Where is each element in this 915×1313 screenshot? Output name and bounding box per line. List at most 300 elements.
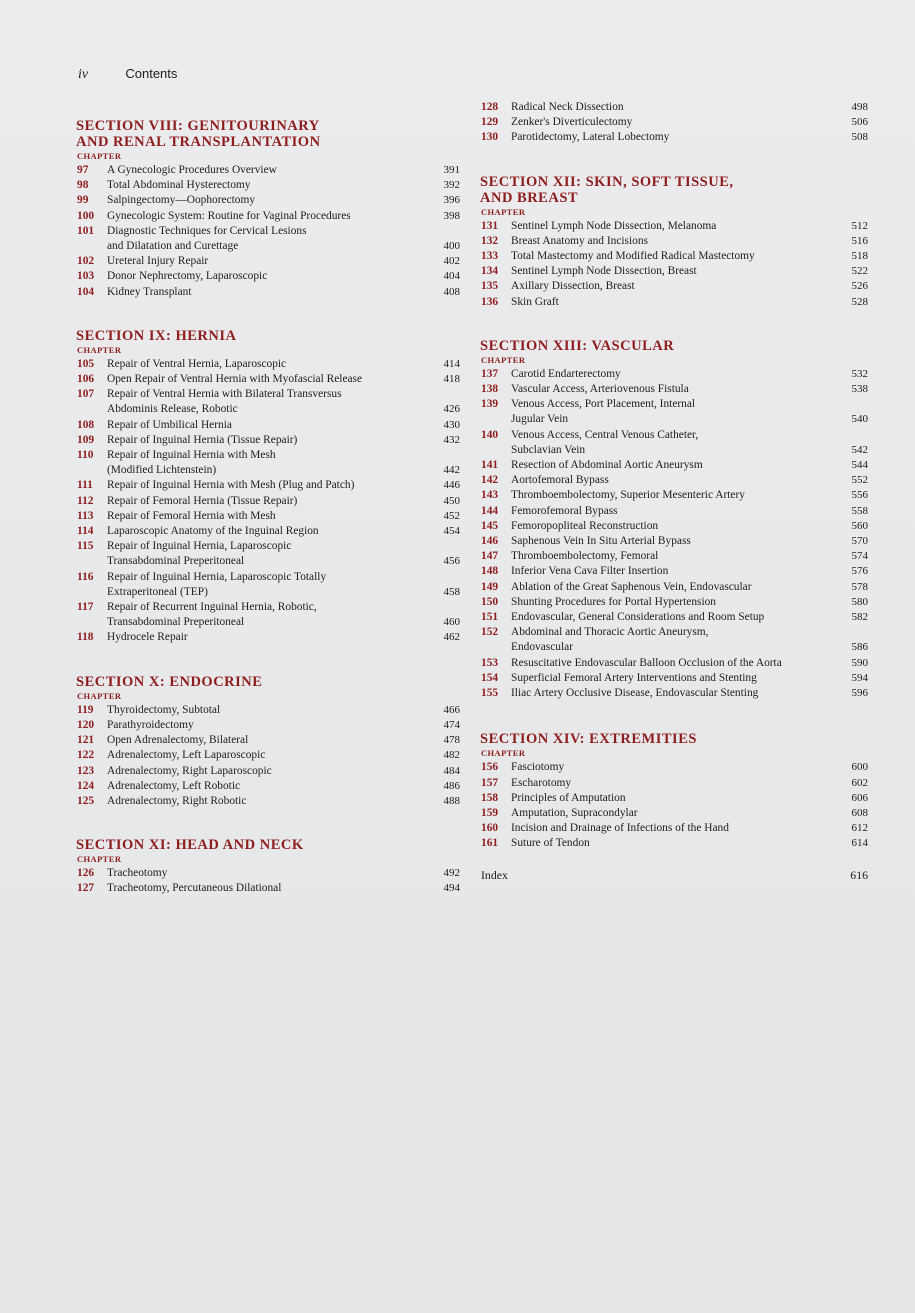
chapter-number: 155: [481, 687, 499, 700]
chapter-title-line: and Dilatation and Curettage: [107, 240, 239, 253]
page-number: 556: [851, 489, 868, 502]
chapter-title: [511, 295, 834, 310]
chapter-title: [107, 509, 426, 524]
chapter-number: 102: [77, 255, 95, 268]
chapter-title: [511, 806, 834, 821]
page-number: 392: [443, 179, 460, 192]
toc-entry: [74, 224, 460, 254]
chapter-number: 97: [77, 164, 89, 176]
toc-entry: [74, 387, 460, 417]
chapter-title-line: Sentinel Lymph Node Dissection, Breast: [511, 265, 697, 278]
page-number: 391: [443, 164, 460, 176]
chapter-header: CHAPTER: [481, 206, 526, 217]
toc-entry: [74, 881, 460, 896]
chapter-title-line: Salpingectomy—Oophorectomy: [107, 194, 256, 207]
page-number: 558: [851, 504, 868, 517]
chapter-title-line: Extraperitoneal (TEP): [107, 585, 208, 598]
toc-section: [74, 118, 460, 300]
page-number: 594: [851, 671, 868, 684]
chapter-title-line: Ablation of the Great Saphenous Vein, Endovascular: [511, 580, 752, 593]
toc-entry: [74, 285, 460, 300]
page-number: 402: [443, 255, 460, 268]
toc-entry: [478, 130, 868, 145]
chapter-title-line: Saphenous Vein In Situ Arterial Bypass: [511, 535, 691, 548]
chapter-title-line: Endovascular, General Considerations and Room Setup: [511, 611, 765, 624]
chapter-title-line: Femoropopliteal Reconstruction: [511, 519, 659, 532]
page-number: 400: [443, 240, 460, 253]
toc-entry: [478, 458, 868, 473]
page-number: 540: [851, 413, 868, 426]
toc-entry: [74, 357, 460, 372]
chapter-title-line: Repair of Inguinal Hernia with Mesh (Plug and Patch): [107, 479, 355, 492]
chapter-number: 126: [77, 867, 95, 880]
chapter-title-line: Thromboembolectomy, Superior Mesenteric Artery: [511, 489, 745, 502]
chapter-number: 104: [77, 285, 95, 298]
page-number: 454: [443, 525, 460, 538]
toc-entry: [74, 448, 460, 478]
chapter-title-line: Tracheotomy, Percutaneous Dilational: [107, 882, 282, 895]
chapter-number: 108: [77, 418, 95, 431]
chapter-title-line: Adrenalectomy, Left Laparoscopic: [107, 749, 266, 762]
page-number: 458: [443, 585, 460, 598]
page-number: 570: [851, 535, 868, 548]
section-title: SECTION XI: HEAD AND NECK: [76, 837, 304, 854]
chapter-title: [107, 733, 426, 748]
chapter-title-line: Open Adrenalectomy, Bilateral: [107, 734, 249, 747]
toc-entry: [478, 219, 868, 234]
chapter-title: [107, 866, 426, 881]
page-number: 498: [851, 101, 868, 113]
chapter-title-line: Iliac Artery Occlusive Disease, Endovascular Stenting: [511, 687, 759, 700]
section-title: SECTION IX: HERNIA: [76, 327, 237, 344]
toc-entry: [74, 163, 460, 178]
right-column: [478, 100, 868, 883]
chapter-number: 144: [481, 504, 499, 517]
toc-entry: [478, 534, 868, 549]
chapter-title-line: Repair of Inguinal Hernia (Tissue Repair): [107, 433, 298, 446]
chapter-title: [107, 269, 426, 284]
chapter-number: 101: [77, 224, 95, 237]
page-number: 516: [851, 234, 868, 247]
section-title: SECTION XII: SKIN, SOFT TISSUE, AND BREAST: [480, 173, 734, 206]
chapter-title-line: Ureteral Injury Repair: [107, 255, 209, 268]
chapter-number: 147: [481, 550, 499, 563]
chapter-title: [511, 428, 834, 458]
chapter-title: [107, 524, 426, 539]
chapter-title-line: Venous Access, Port Placement, Internal: [511, 398, 696, 411]
page-number: 404: [443, 270, 460, 283]
chapter-number: 106: [77, 373, 95, 386]
chapter-title: [511, 458, 834, 473]
chapter-title: [511, 115, 834, 130]
chapter-title-line: Repair of Femoral Hernia with Mesh: [107, 509, 276, 522]
page-number: 600: [851, 761, 868, 774]
page-number: 528: [851, 295, 868, 308]
page-number: 486: [443, 779, 460, 792]
chapter-title-line: Gynecologic System: Routine for Vaginal Procedures: [107, 209, 351, 222]
toc-entry: [74, 494, 460, 509]
chapter-title: [511, 610, 834, 625]
chapter-title: [511, 130, 834, 145]
chapter-number: 127: [77, 882, 95, 895]
page-number: 442: [443, 464, 460, 477]
toc-entry: [478, 488, 868, 503]
chapter-title: [511, 367, 834, 382]
toc-entry: [74, 703, 460, 718]
toc-entry: [478, 791, 868, 806]
chapter-number: 158: [481, 791, 499, 804]
toc-entry: [74, 524, 460, 539]
page-number: 492: [443, 867, 460, 880]
chapter-title: [511, 519, 834, 534]
chapter-title-line: Resuscitative Endovascular Balloon Occlusion of the Aorta: [511, 656, 782, 669]
chapter-title: [107, 779, 426, 794]
chapter-title-line: Adrenalectomy, Left Robotic: [107, 779, 241, 792]
chapter-number: 110: [77, 449, 94, 462]
chapter-number: 129: [481, 116, 499, 129]
page-number: 460: [443, 616, 460, 629]
chapter-header: CHAPTER: [77, 344, 122, 355]
chapter-title: [107, 193, 426, 208]
chapter-title: [511, 686, 834, 701]
chapter-number: 111: [77, 479, 93, 492]
chapter-title-line: Thyroidectomy, Subtotal: [107, 703, 221, 716]
chapter-title: [511, 821, 834, 836]
chapter-title-line: Adrenalectomy, Right Laparoscopic: [107, 764, 272, 777]
chapter-title-line: Amputation, Supracondylar: [511, 806, 638, 819]
toc-entry: [478, 473, 868, 488]
toc-entry: [74, 418, 460, 433]
toc-entry: [478, 806, 868, 821]
chapter-title-line: Repair of Inguinal Hernia, Laparoscopic: [107, 540, 292, 553]
toc-entry: [74, 372, 460, 387]
toc-entry: [478, 504, 868, 519]
page-number: 574: [851, 550, 868, 563]
chapter-title: [511, 382, 834, 397]
toc-section: [478, 174, 868, 310]
chapter-title-line: Subclavian Vein: [511, 443, 586, 456]
toc-entry: [74, 269, 460, 284]
chapter-title: [107, 448, 426, 478]
chapter-number: 98: [77, 179, 89, 192]
chapter-number: 139: [481, 398, 499, 411]
chapter-title-line: Inferior Vena Cava Filter Insertion: [511, 565, 669, 578]
chapter-number: 153: [481, 656, 499, 669]
chapter-title-line: Repair of Recurrent Inguinal Hernia, Robotic,: [107, 601, 317, 614]
chapter-number: 112: [77, 494, 94, 507]
page-number: 494: [443, 882, 460, 895]
toc-entry: [478, 776, 868, 791]
toc-entry: [478, 397, 868, 427]
chapter-title: [107, 600, 426, 630]
chapter-number: 116: [77, 570, 94, 583]
chapter-number: 107: [77, 388, 95, 401]
chapter-number: 105: [77, 357, 95, 370]
chapter-header: CHAPTER: [77, 690, 122, 701]
toc-entry: [478, 656, 868, 671]
toc-entry: [74, 600, 460, 630]
section-title: SECTION XIV: EXTREMITIES: [480, 731, 697, 748]
page-number: 398: [443, 209, 460, 222]
chapter-number: 115: [77, 540, 94, 553]
chapter-title: [107, 357, 426, 372]
index-entry: [478, 868, 868, 883]
chapter-number: 113: [77, 509, 94, 522]
toc-entry: [478, 279, 868, 294]
chapter-title-line: Tracheotomy: [107, 867, 168, 880]
page-title: Contents: [125, 66, 178, 81]
page-number: 396: [443, 194, 460, 207]
chapter-title-line: Radical Neck Dissection: [511, 101, 624, 113]
chapter-title: [107, 748, 426, 763]
chapter-number: 130: [481, 131, 499, 144]
toc-entry: [478, 382, 868, 397]
chapter-title: [511, 249, 834, 264]
chapter-title-line: Abdominis Release, Robotic: [107, 403, 238, 416]
toc-section: [478, 338, 868, 701]
page-number: 432: [443, 433, 460, 446]
page-number: 582: [851, 611, 868, 624]
toc-entry: [478, 580, 868, 595]
toc-entry: [478, 686, 868, 701]
chapter-number: 156: [481, 761, 499, 774]
chapter-title-line: Shunting Procedures for Portal Hypertension: [511, 595, 716, 608]
chapter-number: 117: [77, 601, 94, 614]
toc-entry: [74, 209, 460, 224]
toc-entry: [478, 564, 868, 579]
chapter-title: [511, 760, 834, 775]
chapter-number: 103: [77, 270, 95, 283]
chapter-title-line: Parathyroidectomy: [107, 718, 194, 731]
toc-section: [74, 674, 460, 809]
section-title: SECTION VIII: GENITOURINARY AND RENAL TRANSPLANTATION: [76, 118, 321, 150]
page-number: 522: [851, 265, 868, 278]
toc-entry: [74, 509, 460, 524]
chapter-title-line: Breast Anatomy and Incisions: [511, 234, 648, 247]
chapter-title: [511, 234, 834, 249]
page-number: 466: [443, 703, 460, 716]
chapter-title: [511, 625, 834, 655]
toc-entry: [478, 367, 868, 382]
chapter-number: 118: [77, 631, 94, 644]
chapter-number: 125: [77, 794, 95, 807]
page-number: 518: [851, 250, 868, 263]
page-number: 478: [443, 734, 460, 747]
chapter-title-line: Parotidectomy, Lateral Lobectomy: [511, 131, 670, 144]
chapter-title-line: Aortofemoral Bypass: [511, 474, 609, 487]
chapter-number: 109: [77, 433, 95, 446]
toc-entry: [74, 193, 460, 208]
toc-entry: [478, 625, 868, 655]
chapter-number: 120: [77, 718, 95, 731]
chapter-title: [511, 264, 834, 279]
toc-section: [74, 837, 460, 896]
chapter-title: [511, 473, 834, 488]
chapter-title-line: Skin Graft: [511, 295, 559, 308]
chapter-title-line: Transabdominal Preperitoneal: [107, 555, 245, 568]
chapter-title-line: Total Abdominal Hysterectomy: [107, 179, 251, 192]
page-number: 456: [443, 555, 460, 568]
toc-entry: [478, 249, 868, 264]
chapter-title: [511, 534, 834, 549]
chapter-title-line: Venous Access, Central Venous Catheter,: [511, 428, 699, 441]
chapter-title-line: Carotid Endarterectomy: [511, 367, 621, 380]
chapter-number: 142: [481, 474, 499, 487]
chapter-title-line: Total Mastectomy and Modified Radical Mastectomy: [511, 250, 755, 263]
chapter-number: 145: [481, 519, 499, 532]
chapter-number: 123: [77, 764, 95, 777]
chapter-title: [511, 671, 834, 686]
chapter-number: 122: [77, 749, 95, 762]
page-number: 532: [851, 367, 868, 380]
chapter-title-line: Endovascular: [511, 641, 573, 654]
chapter-title-line: Kidney Transplant: [107, 285, 192, 298]
chapter-number: 150: [481, 595, 499, 608]
chapter-title: [511, 580, 834, 595]
toc-entry: [74, 478, 460, 493]
chapter-title: [107, 764, 426, 779]
chapter-title: [107, 178, 426, 193]
chapter-number: 128: [481, 101, 499, 113]
toc-entry: [478, 264, 868, 279]
chapter-number: 141: [481, 459, 499, 472]
chapter-number: 138: [481, 383, 499, 396]
chapter-title: [511, 595, 834, 610]
chapter-title: [107, 494, 426, 509]
toc-entry: [74, 254, 460, 269]
page-number: 450: [443, 494, 460, 507]
chapter-title: [511, 488, 834, 503]
page-number: 452: [443, 509, 460, 522]
chapter-title: [107, 418, 426, 433]
toc-entry: [478, 836, 868, 851]
chapter-title: [511, 656, 834, 671]
toc-entry: [478, 671, 868, 686]
chapter-title-line: Hydrocele Repair: [107, 631, 188, 644]
toc-entry: [74, 733, 460, 748]
toc-entry: [74, 433, 460, 448]
page-number: 418: [443, 373, 460, 386]
chapter-number: 135: [481, 280, 499, 293]
toc-section: [74, 328, 460, 646]
chapter-number: 136: [481, 295, 499, 308]
chapter-title-line: Zenker's Diverticulectomy: [511, 116, 633, 129]
chapter-title-line: Resection of Abdominal Aortic Aneurysm: [511, 459, 703, 472]
chapter-number: 100: [77, 209, 95, 222]
chapter-title: [107, 387, 426, 417]
section-title: SECTION XIII: VASCULAR: [480, 337, 675, 354]
chapter-title-line: Escharotomy: [511, 776, 572, 789]
chapter-title-line: Adrenalectomy, Right Robotic: [107, 794, 247, 807]
chapter-title-line: Jugular Vein: [511, 413, 569, 426]
chapter-number: 152: [481, 626, 499, 639]
chapter-number: 132: [481, 234, 499, 247]
chapter-title: [511, 776, 834, 791]
toc-entry: [74, 630, 460, 645]
page-number: 614: [851, 837, 868, 850]
section-title: SECTION X: ENDOCRINE: [76, 673, 263, 690]
chapter-title: [107, 703, 426, 718]
chapter-title: [511, 279, 834, 294]
chapter-title-line: Vascular Access, Arteriovenous Fistula: [511, 383, 689, 396]
chapter-number: 137: [481, 367, 499, 380]
chapter-number: 140: [481, 428, 499, 441]
page-number: 538: [851, 383, 868, 396]
chapter-title: [107, 539, 426, 569]
chapter-number: 149: [481, 580, 499, 593]
page-header: [78, 66, 177, 83]
page-number: 606: [851, 791, 868, 804]
page-number: 408: [443, 285, 460, 298]
chapter-title-line: Repair of Inguinal Hernia, Laparoscopic Totally: [107, 570, 327, 583]
toc-entry: [74, 779, 460, 794]
chapter-number: 99: [77, 194, 89, 207]
toc-entry: [478, 549, 868, 564]
chapter-title-line: Open Repair of Ventral Hernia with Myofascial Release: [107, 373, 363, 386]
page-number: 426: [443, 403, 460, 416]
toc-entry: [74, 866, 460, 881]
chapter-title: [511, 564, 834, 579]
chapter-title-line: (Modified Lichtenstein): [107, 464, 217, 477]
page-number: 446: [443, 479, 460, 492]
chapter-title: [107, 254, 426, 269]
chapter-title-line: Axillary Dissection, Breast: [511, 280, 635, 293]
page-number: 506: [851, 116, 868, 129]
toc-entry: [74, 764, 460, 779]
page-number: 612: [851, 822, 868, 835]
page-number: 580: [851, 595, 868, 608]
chapter-header: CHAPTER: [481, 748, 526, 759]
toc-entry: [74, 748, 460, 763]
left-column: [74, 118, 460, 897]
chapter-number: 114: [77, 525, 94, 538]
chapter-title-line: Sentinel Lymph Node Dissection, Melanoma: [511, 219, 717, 232]
toc-entry: [478, 519, 868, 534]
chapter-title-line: Principles of Amputation: [511, 791, 626, 804]
toc-entry: [478, 115, 868, 130]
chapter-number: 148: [481, 565, 499, 578]
page-number: 602: [851, 776, 868, 789]
page-number: 512: [851, 219, 868, 232]
chapter-title: [107, 163, 426, 178]
toc-entry: [478, 760, 868, 775]
chapter-number: 154: [481, 671, 499, 684]
chapter-number: 121: [77, 734, 95, 747]
chapter-title: [107, 478, 426, 493]
chapter-title-line: Diagnostic Techniques for Cervical Lesions: [107, 224, 307, 237]
page-number: 414: [443, 357, 460, 370]
chapter-header: CHAPTER: [77, 854, 122, 865]
index-label: Index: [481, 867, 508, 882]
toc-entry: [74, 178, 460, 193]
chapter-title: [511, 836, 834, 851]
page-number: 462: [443, 631, 460, 644]
toc-entry: [478, 595, 868, 610]
chapter-title: [511, 549, 834, 564]
chapter-number: 131: [481, 219, 499, 232]
page-number: 560: [851, 519, 868, 532]
chapter-title: [511, 100, 834, 115]
chapter-header: CHAPTER: [77, 151, 122, 161]
chapter-title: [107, 570, 426, 600]
page-number: 544: [851, 459, 868, 472]
toc-entry: [478, 100, 868, 115]
chapter-title: [511, 504, 834, 519]
chapter-number: 119: [77, 703, 94, 716]
index-page-number: 616: [850, 867, 868, 882]
page-number: 590: [851, 656, 868, 669]
chapter-title-line: Donor Nephrectomy, Laparoscopic: [107, 270, 268, 283]
